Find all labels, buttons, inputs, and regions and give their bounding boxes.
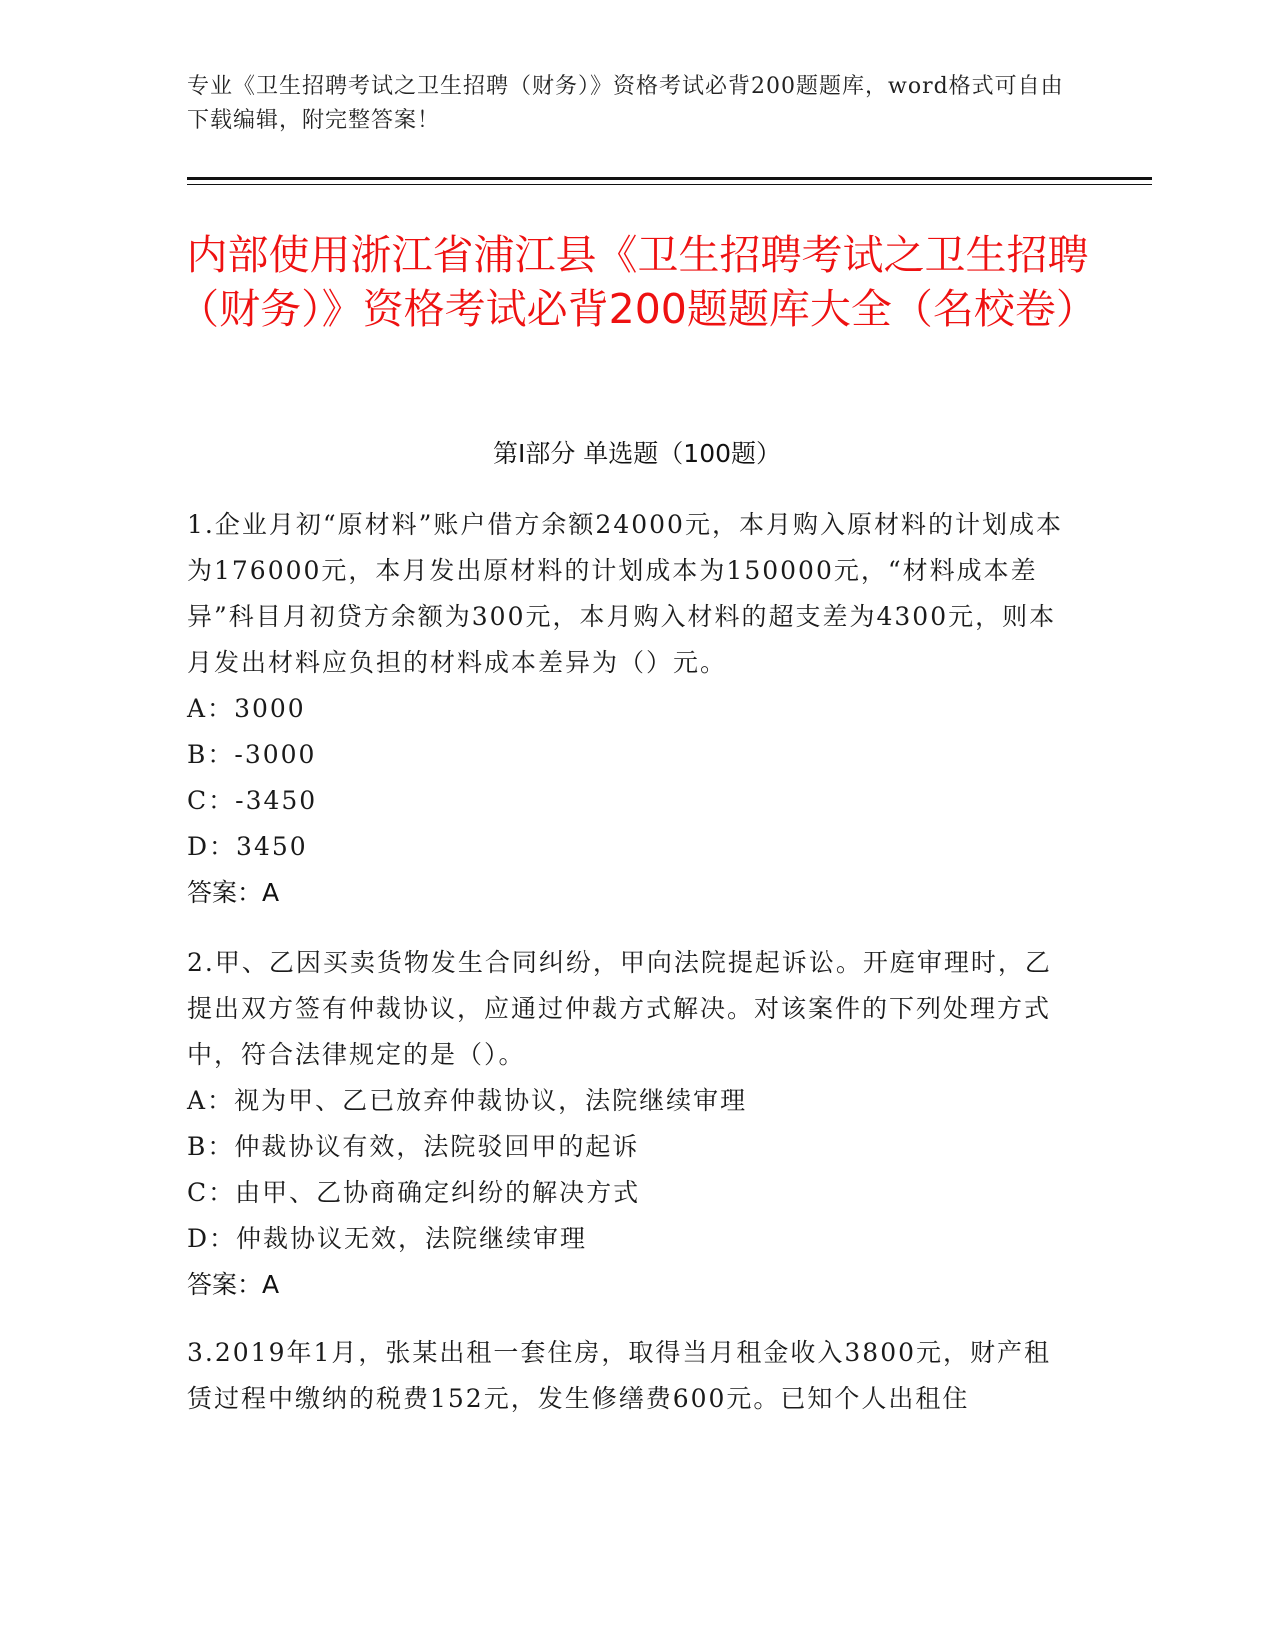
option-text: 由甲、乙协商确定纠纷的解决方式	[235, 1178, 641, 1207]
answer-line	[187, 1262, 1077, 1308]
option-key: C：	[187, 1178, 236, 1207]
option-text: 3000	[234, 694, 306, 723]
option-a	[187, 686, 1077, 732]
document-title: 内部使用浙江省浦江县《卫生招聘考试之卫生招聘（财务）》资格考试必背200题题库大全（名校卷）	[178, 231, 1097, 333]
question-stem: 1.企业月初“原材料”账户借方余额24000元，本月购入原材料的计划成本为176000元，本月发出原材料的计划成本为150000元，“材料成本差异”科目月初贷方余额为300元，本月购入材料的超支差为4300元，则本月发出材料应负担的材料成本差异为（）元。	[187, 510, 1063, 677]
option-key: D：	[187, 1224, 237, 1253]
option-text: 3450	[236, 832, 308, 861]
answer-label: 答案：	[187, 878, 263, 907]
header-divider-thick	[187, 177, 1152, 180]
question-2	[187, 940, 1077, 1308]
answer-label: 答案：	[187, 1270, 263, 1299]
answer-value: A	[262, 1270, 280, 1299]
option-a	[187, 1078, 1077, 1124]
option-c	[187, 778, 1077, 824]
option-b	[187, 732, 1077, 778]
option-d	[187, 824, 1077, 870]
option-text: 视为甲、乙已放弃仲裁协议，法院继续审理	[234, 1086, 748, 1115]
option-d	[187, 1216, 1077, 1262]
option-text: -3450	[235, 786, 318, 815]
option-key: A：	[187, 1086, 235, 1115]
option-text: -3000	[234, 740, 317, 769]
option-c	[187, 1170, 1077, 1216]
option-text: 仲裁协议无效，法院继续审理	[236, 1224, 588, 1253]
option-key: D：	[187, 832, 237, 861]
question-stem: 3.2019年1月，张某出租一套住房，取得当月租金收入3800元，财产租赁过程中缴纳的税费152元，发生修缮费600元。已知个人出租住	[187, 1338, 1052, 1413]
section-title: 第Ⅰ部分 单选题（100题）	[492, 439, 782, 468]
answer-value: A	[262, 878, 280, 907]
question-3	[187, 1330, 1077, 1422]
question-1	[187, 502, 1077, 916]
option-key: A：	[187, 694, 235, 723]
option-key: B：	[187, 740, 235, 769]
header-divider-thin	[187, 184, 1152, 185]
option-key: B：	[187, 1132, 235, 1161]
option-text: 仲裁协议有效，法院驳回甲的起诉	[234, 1132, 640, 1161]
answer-line	[187, 870, 1077, 916]
option-b	[187, 1124, 1077, 1170]
option-key: C：	[187, 786, 236, 815]
question-stem: 2.甲、乙因买卖货物发生合同纠纷，甲向法院提起诉讼。开庭审理时，乙提出双方签有仲裁协议，应通过仲裁方式解决。对该案件的下列处理方式中，符合法律规定的是（）。	[187, 948, 1052, 1069]
header-note: 专业《卫生招聘考试之卫生招聘（财务）》资格考试必背200题题库，word格式可自由下载编辑，附完整答案！	[187, 74, 1064, 133]
